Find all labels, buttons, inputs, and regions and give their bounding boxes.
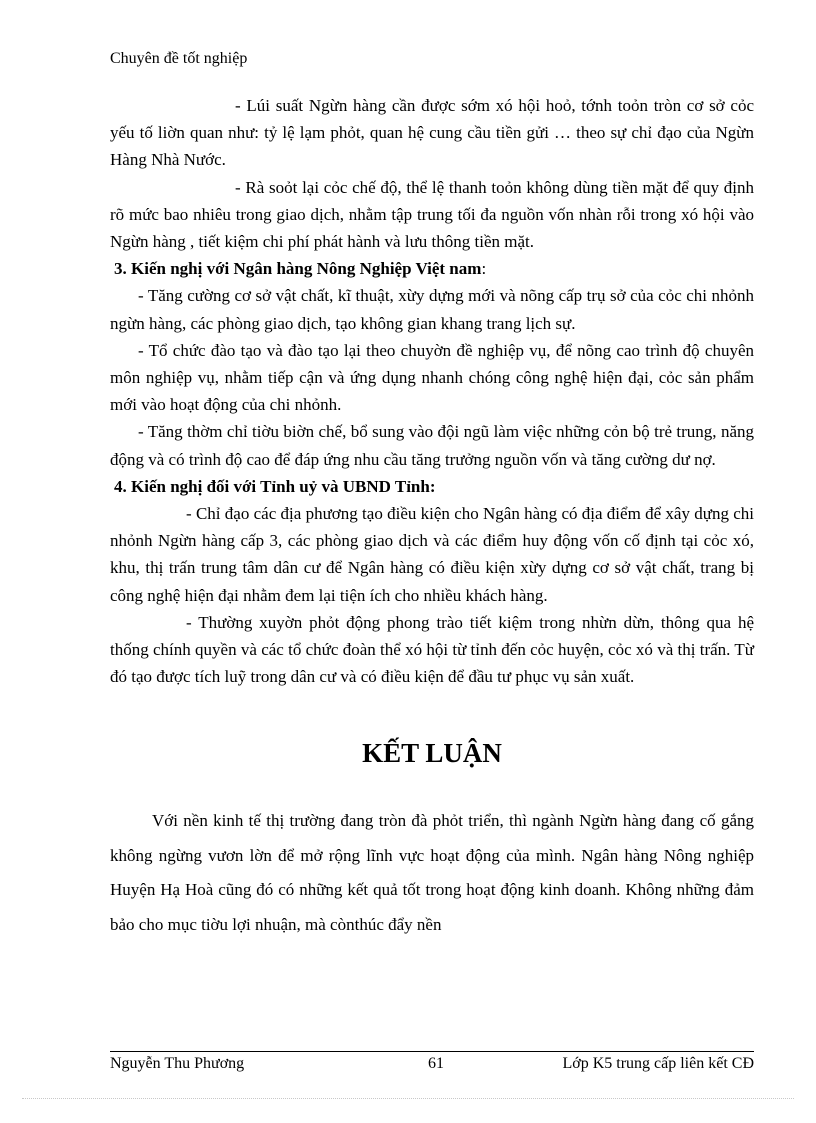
paragraph-infrastructure: - Tăng cường cơ sở vật chất, kĩ thuật, xừy dựng mới và nõng cấp trụ sở của cỏc chi nhỏnh ngừn hàng, các phòng giao dịch, tạo không gian khang trang lịch sự.	[110, 286, 754, 333]
footer-class: Lớp K5 trung cấp liên kết CĐ	[562, 1055, 754, 1072]
footer-divider	[110, 1051, 754, 1052]
heading-agribank-recommendation	[110, 255, 754, 282]
paragraph-local-branches: - Chỉ đạo các địa phương tạo điều kiện cho Ngân hàng có địa điểm để xây dựng chi nhỏnh Ngừn hàng cấp 3, các phòng giao dịch và các điểm huy động vốn cố định tại cỏc xó, khu, thị trấn trung tâm dân cư để Ngân hàng có điều kiện xừy dựng cơ sở vật chất, trang bị công nghệ hiện đại nhằm đem lại tiện ích cho nhiều khách hàng.	[110, 504, 754, 605]
conclusion-paragraph: Với nền kinh tế thị trường đang tròn đà phỏt triển, thì ngành Ngừn hàng đang cố gắng không ngừng vươn lờn để mở rộng lĩnh vực hoạt động của mình. Ngân hàng Nông nghiệp Huyện Hạ Hoà cũng đó có những kết quả tốt trong hoạt động kinh doanh. Không những đảm bảo cho mục tiờu lợi nhuận, mà cònthúc đẩy nền	[110, 811, 754, 934]
conclusion-title: KẾT LUẬN	[362, 738, 502, 769]
page-number: 61	[428, 1055, 444, 1072]
heading-province-recommendation: 4. Kiến nghị đối với Tỉnh uỷ và UBND Tỉnh:	[114, 476, 436, 496]
paragraph-training: - Tổ chức đào tạo và đào tạo lại theo chuyờn đề nghiệp vụ, để nõng cao trình độ chuyên môn nghiệp vụ, nhằm tiếp cận và ứng dụng nhanh chóng công nghệ hiện đại, cỏc sản phẩm mới vào hoạt động của chi nhỏnh.	[110, 340, 754, 415]
heading-agribank-colon: :	[481, 259, 487, 279]
heading-agribank-text: 3. Kiến nghị với Ngân hàng Nông Nghiệp Việt nam	[114, 259, 482, 279]
page-footer	[110, 1055, 754, 1073]
paragraph-staffing: - Tăng thờm chỉ tiờu biờn chế, bổ sung vào đội ngũ làm việc những cỏn bộ trẻ trung, năng động và có trình độ cao để đáp ứng nhu cầu tăng trưởng nguồn vốn và tăng cường dư nợ.	[110, 422, 754, 469]
paragraph-savings-campaign: - Thường xuyờn phỏt động phong trào tiết kiệm trong nhừn dừn, thông qua hệ thống chính quyền và các tổ chức đoàn thể xó hội từ tỉnh đến cỏc huyện, cỏc xó và thị trấn. Từ đó tạo được tích luỹ trong dân cư và có điều kiện để đầu tư phục vụ sản xuất.	[110, 612, 754, 687]
page-header: Chuyên đề tốt nghiệp	[110, 50, 248, 67]
paragraph-payment-review: - Rà soỏt lại cỏc chế độ, thể lệ thanh toỏn không dùng tiền mặt để quy định rõ mức bao nhiêu trong giao dịch, nhằm tập trung tối đa nguồn vốn nhàn rỗi trong xó hội vào Ngừn hàng , tiết kiệm chi phí phát hành và lưu thông tiền mặt.	[110, 177, 754, 252]
paragraph-interest-rate: - Lúi suất Ngừn hàng cần được sớm xó hội hoỏ, tớnh toỏn tròn cơ sở cỏc yếu tố liờn quan như: tỷ lệ lạm phỏt, quan hệ cung cầu tiền gửi … theo sự chỉ đạo của Ngừn Hàng Nhà Nước.	[110, 96, 754, 170]
page-bottom-edge	[22, 1098, 794, 1099]
footer-author: Nguyễn Thu Phương	[110, 1055, 245, 1072]
document-body	[110, 92, 754, 942]
